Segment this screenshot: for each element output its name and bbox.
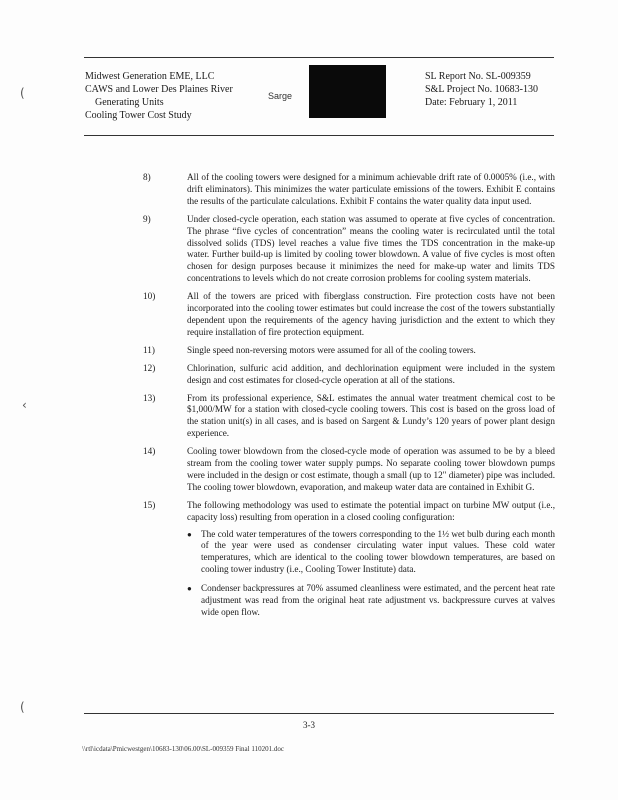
item-number: 11) — [143, 344, 155, 355]
header-study: Cooling Tower Cost Study — [85, 110, 192, 121]
bullet-list — [187, 529, 555, 619]
bullet-icon: ● — [187, 529, 192, 539]
item-number: 12) — [143, 362, 156, 373]
list-item — [143, 172, 555, 208]
margin-mark: ( — [20, 86, 25, 100]
company-logo-text: Sarge — [268, 91, 293, 101]
margin-mark: ‹ — [22, 398, 27, 412]
header-top-rule — [84, 57, 554, 58]
company-logo-redaction — [309, 65, 386, 118]
list-item — [143, 291, 555, 339]
item-body — [187, 500, 555, 626]
item-text: Cooling tower blowdown from the closed-cycle mode of operation was assumed to be by a bleed stream from the cooling tower water supply pumps. No separate cooling tower blowdown pumps were included in the design or cost estimate, though a small (up to 12" diameter) pipe was included. The cooling tower blowdown, evaporation, and makeup water data are contained in Exhibit G. — [187, 446, 555, 492]
margin-mark: ( — [20, 700, 25, 714]
bullet-item — [187, 529, 555, 577]
list-item — [143, 363, 555, 387]
header-project-no: S&L Project No. 10683-130 — [425, 84, 538, 95]
header-report-no: SL Report No. SL-009359 — [425, 71, 531, 82]
item-number: 15) — [143, 499, 156, 510]
header-company: Midwest Generation EME, LLC — [85, 71, 215, 82]
header-bottom-rule — [84, 135, 554, 136]
item-text: All of the cooling towers were designed for a minimum achievable drift rate of 0.0005% (i.e., with drift eliminators). This minimizes the water particulate emissions of the towers. Exhibit E contains the results of the particulate calculations. Exhibit F contains the water quality data input used. — [187, 172, 555, 206]
item-text: Under closed-cycle operation, each station was assumed to operate at five cycles of concentration. The phrase “five cycles of concentration” means the cooling water is recirculated until the total dissolved solids (TDS) level reaches a value five times the TDS concentration in the make-up water. Further build-up is limited by cooling tower blowdown. A value of five cycles is most often chosen for design purposes because it minimizes the need for make-up water and limits TDS concentrations to levels which do not create corrosion problems for cooling system materials. — [187, 213, 555, 284]
list-item — [143, 446, 555, 494]
item-text: Chlorination, sulfuric acid addition, and dechlorination equipment were included in the system design and cost estimates for closed-cycle operation at all of the stations. — [187, 362, 555, 385]
numbered-list — [143, 172, 555, 632]
header-river: CAWS and Lower Des Plaines River — [85, 84, 233, 95]
footer-file-path: \\rtl\icdata\Pmicwestgen\10683-130\06.00\SL-009359 Final 110201.doc — [82, 745, 284, 753]
item-text: Single speed non-reversing motors were assumed for all of the cooling towers. — [187, 344, 476, 355]
bullet-text: Condenser backpressures at 70% assumed cleanliness were estimated, and the percent heat rate adjustment was read from the original heat rate adjustment vs. backpressure curves at valves wide open flow. — [201, 583, 555, 617]
bullet-text: The cold water temperatures of the towers corresponding to the 1½ wet bulb during each month of the year were used as condenser circulating water input values. These cold water temperatures, which are identical to the cooling tower blowdown temperatures, are based on cooling tower industry (i.e., Cooling Tower Institute) data. — [201, 528, 555, 575]
list-item — [143, 345, 555, 357]
bullet-item — [187, 583, 555, 619]
item-text: All of the towers are priced with fiberglass construction. Fire protection costs have not been incorporated into the cooling tower estimates but could increase the cost of the towers substantially dependent upon the requirements of the agency having jurisdiction and the extent to which they require installation of fire protection equipment. — [187, 291, 555, 337]
list-item — [143, 500, 555, 626]
item-number: 8) — [143, 172, 151, 182]
item-text: From its professional experience, S&L estimates the annual water treatment chemical cost to be $1,000/MW for a station with closed-cycle cooling towers. This cost is based on the gross load of the station unit(s) in all cases, and is based on Sargent & Lundy’s 120 years of power plant design experience. — [187, 392, 555, 439]
list-item — [143, 393, 555, 441]
header-date: Date: February 1, 2011 — [425, 97, 518, 108]
header-units: Generating Units — [95, 97, 164, 108]
item-text: The following methodology was used to estimate the potential impact on turbine MW output (i.e., capacity loss) resulting from operation in a closed cooling configuration: — [187, 499, 555, 522]
item-number: 9) — [143, 213, 151, 224]
header-left-block — [85, 70, 233, 122]
footer-rule — [84, 713, 554, 714]
list-item — [143, 214, 555, 285]
item-number: 13) — [143, 392, 156, 403]
header-right-block — [425, 70, 538, 109]
item-number: 14) — [143, 446, 156, 457]
bullet-icon: ● — [187, 584, 192, 594]
item-number: 10) — [143, 291, 156, 302]
page-number: 3-3 — [303, 720, 315, 730]
